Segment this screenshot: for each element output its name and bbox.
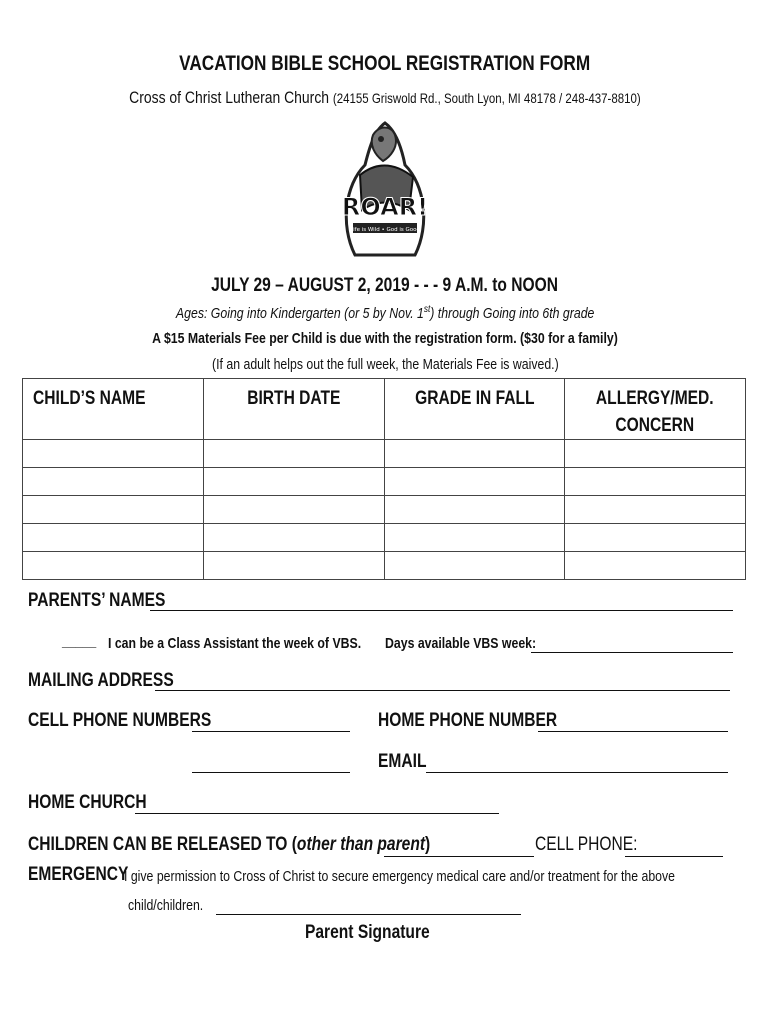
allergy-cell[interactable] [565, 440, 746, 468]
home-church-line[interactable] [135, 813, 499, 814]
church-address: (24155 Griswold Rd., South Lyon, MI 48178 / 248-437-8810) [332, 90, 641, 106]
email-label: EMAIL [378, 751, 427, 772]
signature-line[interactable] [216, 914, 521, 915]
allergy-cell[interactable] [565, 468, 746, 496]
home-church-label: HOME CHURCH [28, 792, 147, 813]
parent-signature-label: Parent Signature [305, 922, 430, 943]
cell-phone-line-1[interactable] [192, 731, 350, 732]
header-childs-name: CHILD’S NAME [23, 379, 204, 440]
grade-cell[interactable] [384, 440, 565, 468]
email-line[interactable] [426, 772, 728, 773]
home-phone-number-label: HOME PHONE NUMBER [378, 710, 558, 731]
child-name-cell[interactable] [23, 524, 204, 552]
birth-date-cell[interactable] [203, 552, 384, 580]
emergency-text: I give permission to Cross of Christ to secure emergency medical care and/or treatment for the above [124, 868, 676, 885]
release-label: CHILDREN CAN BE RELEASED TO (other than parent) [28, 834, 431, 855]
days-available-line[interactable] [531, 652, 733, 653]
child-name-cell[interactable] [23, 440, 204, 468]
emergency-text-2: child/children. [128, 897, 204, 914]
mailing-address-label: MAILING ADDRESS [28, 670, 174, 691]
release-line[interactable] [384, 856, 534, 857]
grade-cell[interactable] [384, 552, 565, 580]
release-cell-line[interactable] [625, 856, 723, 857]
class-assistant-blank[interactable]: _____ [62, 633, 97, 650]
children-table [22, 378, 746, 580]
home-phone-line[interactable] [538, 731, 728, 732]
class-assistant-label: I can be a Class Assistant the week of VBS. [108, 635, 362, 652]
parents-names-line[interactable] [150, 610, 733, 611]
emergency-label: EMERGENCY [28, 864, 129, 885]
cell-phone-label: CELL PHONE: [535, 834, 638, 855]
child-name-cell[interactable] [23, 552, 204, 580]
allergy-cell[interactable] [565, 496, 746, 524]
waiver-line: (If an adult helps out the full week, the Materials Fee is waived.) [211, 356, 559, 373]
roar-logo [335, 115, 435, 265]
mailing-address-line[interactable] [155, 690, 730, 691]
table-header-row [23, 379, 746, 440]
birth-date-cell[interactable] [203, 468, 384, 496]
header-birth-date: BIRTH DATE [203, 379, 384, 440]
header-grade-in-fall: GRADE IN FALL [384, 379, 565, 440]
cell-phone-line-2[interactable] [192, 772, 350, 773]
church-info [0, 88, 770, 108]
cell-phone-numbers-label: CELL PHONE NUMBERS [28, 710, 212, 731]
child-name-cell[interactable] [23, 496, 204, 524]
table-row [23, 524, 746, 552]
header-allergy-concern: ALLERGY/MED. CONCERN [565, 379, 746, 440]
dates-line: JULY 29 – AUGUST 2, 2019 - - - 9 A.M. to NOON [211, 275, 559, 296]
allergy-cell[interactable] [565, 524, 746, 552]
logo-text: ROAR! [341, 193, 429, 221]
birth-date-cell[interactable] [203, 496, 384, 524]
logo-tagline: Life is Wild • God is Good [350, 227, 420, 233]
ages-line: Ages: Going into Kindergarten (or 5 by Nov. 1st) through Going into 6th grade [175, 304, 595, 322]
grade-cell[interactable] [384, 496, 565, 524]
form-title: VACATION BIBLE SCHOOL REGISTRATION FORM [179, 52, 591, 75]
birth-date-cell[interactable] [203, 440, 384, 468]
table-row [23, 468, 746, 496]
table-row [23, 496, 746, 524]
table-row [23, 552, 746, 580]
table-row [23, 440, 746, 468]
child-name-cell[interactable] [23, 468, 204, 496]
grade-cell[interactable] [384, 468, 565, 496]
parents-names-label: PARENTS’ NAMES [28, 590, 166, 611]
birth-date-cell[interactable] [203, 524, 384, 552]
fee-line: A $15 Materials Fee per Child is due with the registration form. ($30 for a family) [152, 330, 618, 347]
grade-cell[interactable] [384, 524, 565, 552]
days-available-label: Days available VBS week: [385, 635, 537, 652]
church-name: Cross of Christ Lutheran Church [129, 88, 330, 107]
allergy-cell[interactable] [565, 552, 746, 580]
